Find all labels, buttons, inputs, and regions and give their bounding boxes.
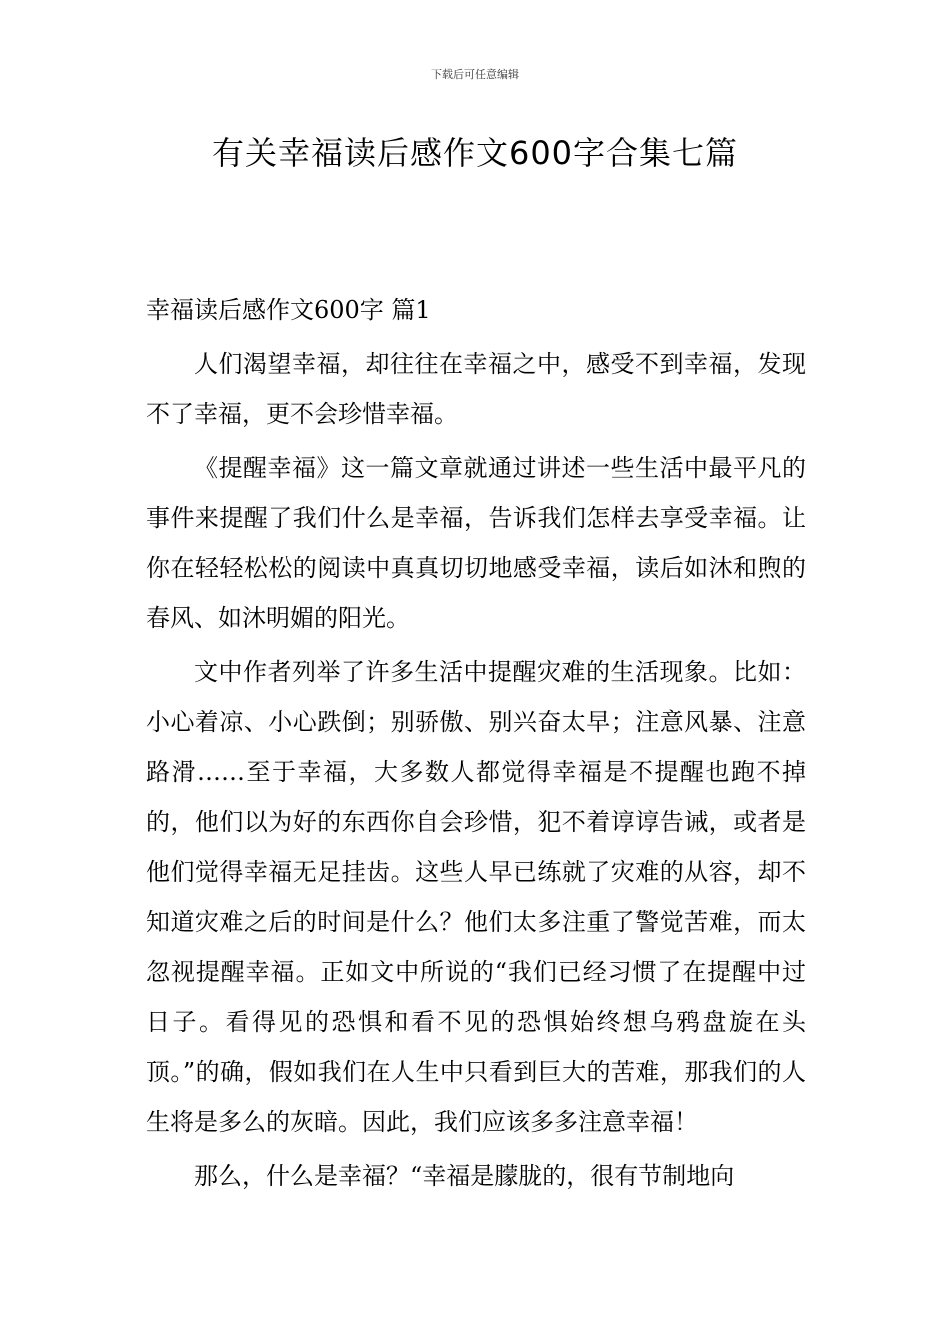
header-note: 下载后可任意编辑: [431, 68, 519, 81]
paragraph-1: 人们渴望幸福，却往往在幸福之中，感受不到幸福，发现不了幸福，更不会珍惜幸福。: [146, 350, 806, 428]
document-title: 有关幸福读后感作文600字合集七篇: [211, 134, 739, 172]
document-body: [146, 285, 806, 1205]
section-heading: 幸福读后感作文600字 篇1: [146, 296, 431, 324]
paragraph-2: 《提醒幸福》这一篇文章就通过讲述一些生活中最平凡的事件来提醒了我们什么是幸福，告诉我们怎样去享受幸福。让你在轻轻松松的阅读中真真切切地感受幸福，读后如沐和煦的春风、如沐明媚的阳光。: [146, 454, 806, 632]
paragraph-4: 那么，什么是幸福？“幸福是朦胧的，很有节制地向: [194, 1162, 735, 1190]
paragraph-3: 文中作者列举了许多生活中提醒灾难的生活现象。比如：小心着凉、小心跌倒；别骄傲、别兴奋太早；注意风暴、注意路滑……至于幸福，大多数人都觉得幸福是不提醒也跑不掉的，他们以为好的东西你自会珍惜，犯不着谆谆告诫，或者是他们觉得幸福无足挂齿。这些人早已练就了灾难的从容，却不知道灾难之后的时间是什么？他们太多注重了警觉苦难，而太忽视提醒幸福。正如文中所说的“我们已经习惯了在提醒中过日子。看得见的恐惧和看不见的恐惧始终想乌鸦盘旋在头顶。”的确，假如我们在人生中只看到巨大的苦难，那我们的人生将是多么的灰暗。因此，我们应该多多注意幸福！: [146, 658, 806, 1136]
